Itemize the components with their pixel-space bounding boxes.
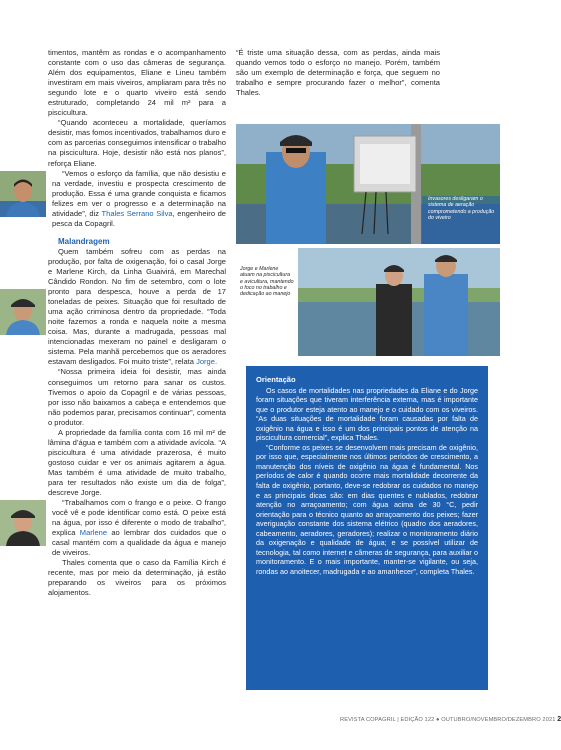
paragraph: “É triste uma situação dessa, com as perdas, ainda mais quando vemos todo o esforço no manejo. Porém, também são um exemplo de determinação e força, que seguem no trabalho e sempre procurando fazer o melhor”, comenta Thales. <box>236 48 440 98</box>
person-name: Marlene <box>79 528 108 538</box>
section-subheading: Malandragem <box>58 236 110 246</box>
paragraph: “Nossa primeira ideia foi desistir, mas ainda conseguimos um retorno para sanar os custos. Tivemos o apoio da Copagril e de várias pessoas, por isso não baixamos a cabeça e entendemos que não podemos parar, precisamos continuar”, comenta o produtor. <box>48 367 226 427</box>
orientation-box <box>246 366 488 690</box>
farm-photos-image <box>236 124 500 356</box>
portrait-jorge <box>0 289 46 349</box>
quote-paragraph: “Trabalhamos com o frango e o peixe. O frango você vê e pode identificar como está. O peixe está na água, por isso é diferente o modo de trabalho”, explica Marlene ao lembrar dos cuidados que o casal mantém com a qualidade da água e manejo de viveiros. <box>52 498 226 558</box>
page-footer <box>340 716 561 723</box>
paragraph: Thales comenta que o caso da Família Kirch é recente, mas por meio da determinação, já estão preparando os viveiros para os próximos alojamentos. <box>48 558 226 598</box>
paragraph: “Quando aconteceu a mortalidade, queríamos desistir, mas fomos incentivados, trabalhamos duro e com as parcerias conseguimos intensificar o trabalho na piscicultura. Hoje, desistir não está nos planos”, reforça Eliane. <box>48 118 226 168</box>
paragraph: timentos, mantêm as rondas e o acompanhamento constante com o uso das câmeras de segurança. Além dos equipamentos, Eliane e Lineu também investiram em mais viveiros, ampliaram para três no segundo lote e o quarto viveiro está sendo estruturado, completando 24 mil m² para a piscicultura. <box>48 48 226 118</box>
photo-caption: Jorge e Marlene atuam na piscicultura e avicultura, mantendo o foco no trabalho e dedicação ao manejo <box>240 266 294 298</box>
paragraph: A propriedade da família conta com 16 mil m² de lâmina d’água e também com a atividade avícola. “A piscicultura é uma atividade prazerosa, é muito gostoso cuidar e ver os animais agitarem a água. Mas também é uma atividade de muito trabalho, para ter resultados não existe um dia de folga”, descreve Jorge. <box>48 427 226 498</box>
portrait-thales <box>0 171 46 231</box>
portrait-marlene <box>0 500 46 560</box>
quote-paragraph: “Vemos o esforço da família, que não desistiu e na verdade, investiu e prospecta crescimento de produção. Essa é uma grande conquista e ficamos felizes em ver o progresso e a determinação na atividade”, diz Thales Serrano Silva, engenheiro de pesca da Copagril. <box>52 168 226 228</box>
right-text-column <box>236 48 440 98</box>
person-name: Thales Serrano Silva <box>101 208 173 218</box>
person-photo-icon <box>0 289 46 335</box>
box-title: Orientação <box>256 375 296 384</box>
person-name: Jorge <box>196 357 215 367</box>
person-photo-icon <box>0 171 46 217</box>
photo-caption: Invasores desligaram o sistema de aeração comprometendo a produção do viveiro <box>428 196 495 221</box>
left-text-column <box>48 48 226 599</box>
photo-collage <box>236 124 500 356</box>
person-photo-icon <box>0 500 46 546</box>
paragraph: “Conforme os peixes se desenvolvem mais precisam de oxigênio, por isso que, especialmente nos últimos períodos de crescimento, a manutenção dos níveis de oxigênio na água é fundamental. Nos períodos de calor é quando ocorre mais mortalidade decorrente da falta de oxigênio, portanto, deve-se redobrar os cuidados no manejo e as principais dicas são: em dias quentes e nublados, redobrar atenção no arraçoamento; com água acima de 30 °C, pedir orientação para o técnico quanto ao arraçoamento dos peixes; fazer averiguação constante dos sistema elétrico (quadro dos aeradores, cabeamento, aeradores, geradores); realizar o monitoramento diário da oxigenação e qualidade de água; e se possível utilizar de tecnologia, tal como internet e câmeras de segurança, para auxiliar o monitoramento. E o mais importante, manter-se vigilante, ou seja, rondas ao anoitecer, madrugada e ao amanhecer”, completa Thales. <box>256 442 478 576</box>
footer-text: REVISTA COPAGRIL | EDIÇÃO 122 ● OUTUBRO/NOVEMBRO/DEZEMBRO 2021 <box>340 717 556 723</box>
paragraph: Quem também sofreu com as perdas na produção, por falta de oxigenação, foi o casal Jorge e Marlene Kirch, da Linha Guaivirá, em Marechal Cândido Rondon. No fim de setembro, com o lote pronto para despesca, houve a perda de 17 toneladas de peixes. Situação que foi resultado de uma ação criminosa dentro da propriedade. “Toda noite fazemos a ronda e naquela noite a mesma coisa. Mas, durante a madrugada, pessoas mal intencionadas mexeram no painel e desligaram o sistema. Pela manhã percebemos que os aeradores estavam desligados. Foi muito triste”, relata Jorge. <box>48 246 226 367</box>
page-number: 2 <box>557 716 561 723</box>
paragraph: Os casos de mortalidades nas propriedades da Eliane e do Jorge foram situações que tiveram interferência externa, mas é importante que o produtor esteja atento ao manejo e o cuidado com os viveiros. “As duas situações de mortalidade foram causadas por falta de oxigênio na água e isso é um dos principais pontos de atenção na piscicultura comercial”, explica Thales. <box>256 385 478 443</box>
